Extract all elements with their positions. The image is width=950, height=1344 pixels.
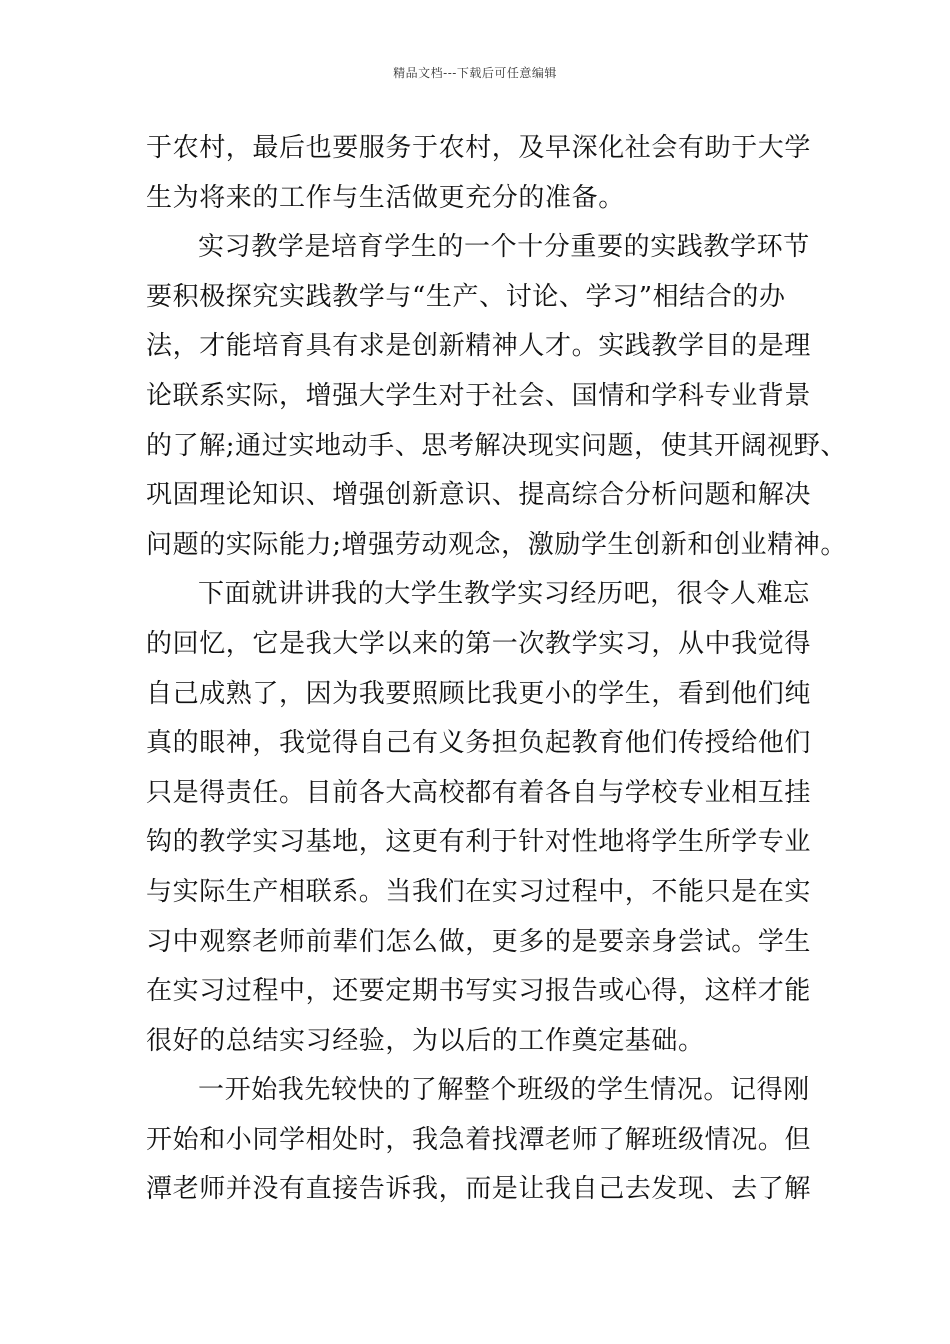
text-line: 问题的实际能力;增强劳动观念，激励学生创新和创业精神。	[146, 529, 847, 560]
text-line: 的回忆，它是我大学以来的第一次教学实习，从中我觉得	[146, 628, 812, 659]
paragraph-start-line: 一开始我先较快的了解整个班级的学生情况。记得刚	[198, 1075, 810, 1106]
text-line: 法，才能培育具有求是创新精神人才。实践教学目的是理	[146, 331, 812, 362]
text-line: 于农村，最后也要服务于农村，及早深化社会有助于大学	[146, 133, 812, 163]
text-line: 潭老师并没有直接告诉我，而是让我自己去发现、去了解	[146, 1174, 812, 1205]
text-line: 巩固理论知识、增强创新意识、提高综合分析问题和解决	[146, 480, 812, 511]
text-line: 钩的教学实习基地，这更有利于针对性地将学生所学专业	[146, 827, 812, 858]
page-header: 精品文档---下载后可任意编辑	[393, 66, 557, 80]
text-line: 在实习过程中，还要定期书写实习报告或心得，这样才能	[146, 976, 812, 1007]
text-line: 生为将来的工作与生活做更充分的准备。	[146, 182, 625, 213]
text-line: 论联系实际，增强大学生对于社会、国情和学科专业背景	[146, 380, 812, 411]
body-text	[146, 124, 846, 1215]
text-line: 的了解;通过实地动手、思考解决现实问题，使其开阔视野、	[146, 430, 847, 461]
paragraph-start-line: 实习教学是培育学生的一个十分重要的实践教学环节	[198, 232, 810, 263]
text-line: 习中观察老师前辈们怎么做，更多的是要亲身尝试。学生	[146, 926, 812, 957]
paragraph-start-line: 下面就讲讲我的大学生教学实习经历吧，很令人难忘	[198, 579, 810, 610]
text-line: 要积极探究实践教学与“生产、讨论、学习”相结合的办	[146, 281, 786, 312]
text-line: 只是得责任。目前各大高校都有着各自与学校专业相互挂	[146, 777, 812, 808]
text-line: 与实际生产相联系。当我们在实习过程中，不能只是在实	[146, 876, 812, 907]
text-line: 真的眼神，我觉得自己有义务担负起教育他们传授给他们	[146, 728, 812, 759]
text-line: 很好的总结实习经验，为以后的工作奠定基础。	[146, 1025, 705, 1056]
text-line: 自己成熟了，因为我要照顾比我更小的学生，看到他们纯	[146, 678, 812, 709]
text-line: 开始和小同学相处时，我急着找潭老师了解班级情况。但	[146, 1124, 812, 1155]
